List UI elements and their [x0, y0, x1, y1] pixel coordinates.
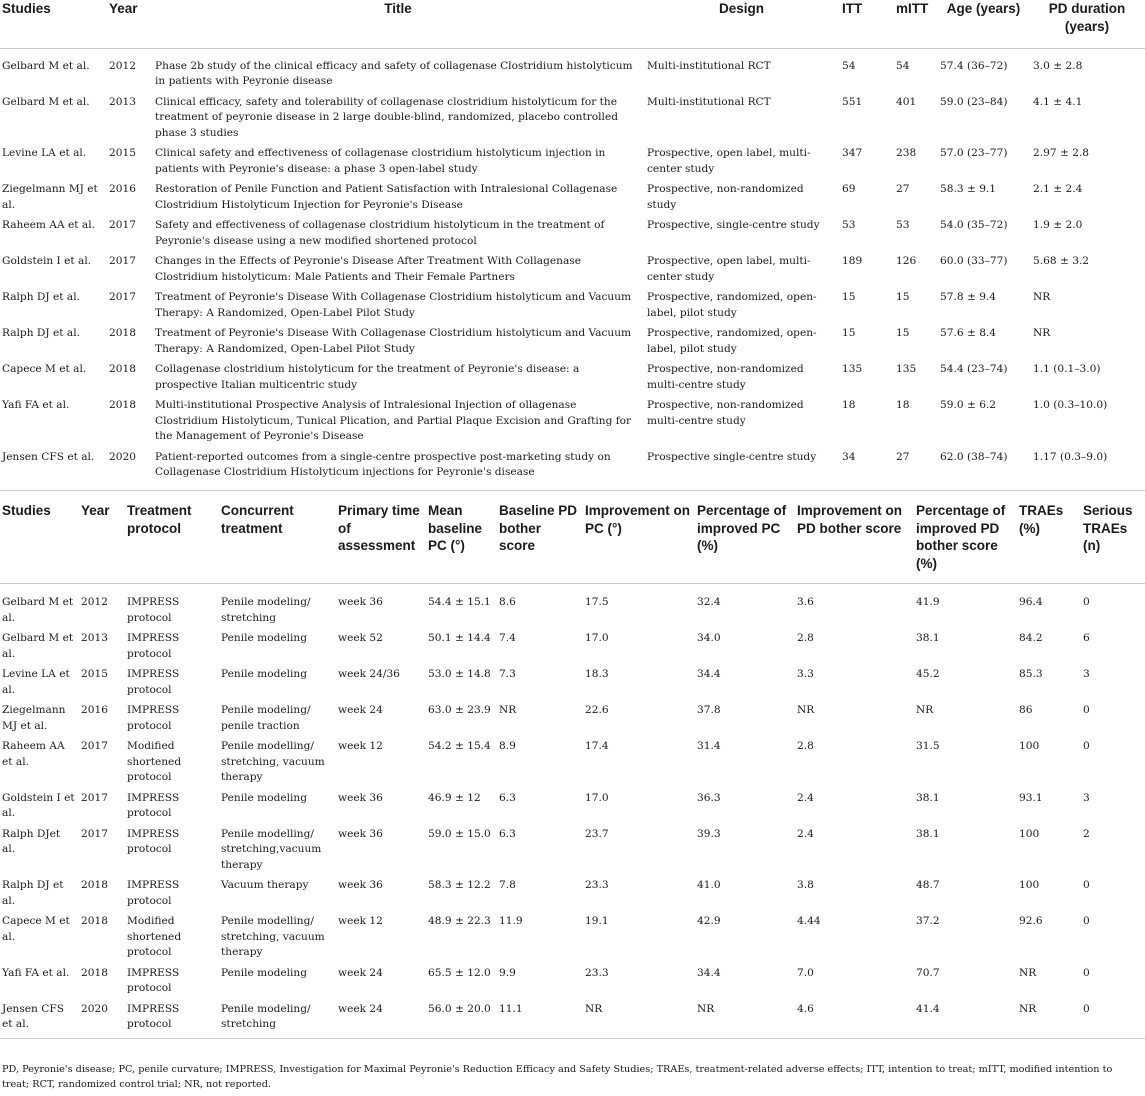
- table-cell: IMPRESS protocol: [127, 704, 180, 732]
- table-cell: Penile modeling: [221, 791, 308, 804]
- table-cell: 238: [896, 147, 917, 159]
- table-cell: 93.1: [1019, 791, 1043, 804]
- table-cell: Multi-institutional RCT: [647, 95, 771, 108]
- table1-header-year: Year: [109, 1, 138, 16]
- table2-header-improvement-bother: Improvement on PD bother score: [797, 503, 903, 536]
- table-cell: Prospective, randomized, open-label, pilot study: [647, 327, 817, 355]
- table-cell: Ralph DJ et al.: [2, 327, 80, 339]
- table-cell: 22.6: [585, 704, 609, 716]
- table-cell: 2017: [109, 255, 136, 267]
- table-cell: 2018: [81, 915, 108, 927]
- table-cell: Penile modeling/ stretching: [221, 1002, 311, 1030]
- table-cell: week 36: [338, 791, 383, 804]
- table-cell: 58.3 ± 12.2: [428, 879, 491, 891]
- table-cell: 3.3: [797, 668, 814, 680]
- table-cell: Penile modeling: [221, 632, 308, 644]
- table-cell: 7.4: [499, 632, 516, 644]
- table-cell: Clinical efficacy, safety and tolerability of collagenase clostridium histolyticum for the treatment of peyronie disease in 2 large double-blind, randomized, placebo controlled phase 3 studies: [155, 95, 618, 139]
- table-cell: 15: [896, 291, 910, 303]
- table-cell: 0: [1083, 740, 1090, 752]
- table-cell: 31.4: [697, 740, 721, 752]
- table-cell: 2017: [81, 791, 108, 804]
- table-cell: IMPRESS protocol: [127, 791, 180, 819]
- table1-row: [0, 254, 1145, 290]
- table-cell: Prospective, non-randomized multi-centre study: [647, 363, 804, 391]
- table1-row: [0, 48, 1145, 95]
- table-cell: Modified shortened protocol: [127, 740, 182, 783]
- table-cell: 59.0 (23–84): [940, 95, 1008, 108]
- table-cell: Ralph DJet al.: [2, 827, 61, 855]
- study-characteristics-table: [0, 0, 1145, 486]
- table1-header-row: [0, 0, 1145, 48]
- table-cell: 2013: [81, 632, 108, 644]
- table-cell: 2020: [109, 450, 136, 463]
- table2-header-improvement-pc: Improvement on PC (°): [585, 503, 691, 536]
- table-cell: 32.4: [697, 596, 721, 608]
- table-cell: 4.6: [797, 1002, 814, 1015]
- table1-row: [0, 290, 1145, 326]
- table-cell: 36.3: [697, 791, 721, 804]
- table-cell: IMPRESS protocol: [127, 879, 180, 907]
- table-cell: 46.9 ± 12: [428, 791, 481, 804]
- table-cell: 4.44: [797, 915, 821, 927]
- table-cell: 2.4: [797, 827, 814, 840]
- table-cell: 39.3: [697, 827, 721, 840]
- table-cell: Ralph DJ et al.: [2, 291, 80, 303]
- table-cell: week 36: [338, 879, 383, 891]
- table-cell: 42.9: [697, 915, 721, 927]
- table-cell: 84.2: [1019, 632, 1043, 644]
- table-cell: 2015: [81, 668, 108, 680]
- table-cell: 41.9: [916, 596, 940, 608]
- table-cell: Capece M et al.: [2, 363, 87, 375]
- treatment-outcomes-table: [0, 490, 1145, 1039]
- table-cell: 100: [1019, 827, 1040, 840]
- table-cell: 57.4 (36–72): [940, 59, 1008, 72]
- table-cell: 41.4: [916, 1002, 940, 1015]
- table-cell: 27: [896, 450, 910, 463]
- table-cell: 59.0 ± 6.2: [940, 399, 997, 411]
- table-cell: Gelbard M et al.: [2, 596, 74, 624]
- table-cell: Multi-institutional Prospective Analysis of Intralesional Injection of ollagenase Clostridium Histolyticum, Tunical Plication, and Partial Plaque Excision and Grafting for the Management of Peyronie's Disease: [155, 399, 632, 442]
- table-cell: 1.0 (0.3–10.0): [1033, 399, 1108, 411]
- table-cell: NR: [916, 704, 934, 716]
- table1-body: [0, 48, 1145, 486]
- table-cell: 2017: [81, 740, 108, 752]
- table-cell: NR: [697, 1002, 715, 1015]
- table-cell: Modified shortened protocol: [127, 915, 182, 958]
- table-cell: week 36: [338, 827, 383, 840]
- table-cell: 2018: [109, 327, 136, 339]
- table-cell: Penile modeling/ penile traction: [221, 704, 311, 732]
- table-cell: 0: [1083, 879, 1090, 891]
- table1-header-studies: Studies: [2, 1, 51, 16]
- table1-header-title: Title: [384, 1, 412, 16]
- table-cell: 18: [896, 399, 910, 411]
- table-cell: 34.4: [697, 668, 721, 680]
- table-cell: 37.8: [697, 704, 721, 716]
- table-cell: 3.8: [797, 879, 814, 891]
- table-cell: 48.7: [916, 879, 940, 891]
- table-cell: 23.3: [585, 966, 609, 979]
- table1-row: [0, 362, 1145, 398]
- table-cell: 6: [1083, 632, 1090, 644]
- table-cell: 63.0 ± 23.9: [428, 704, 491, 716]
- table1-row: [0, 398, 1145, 450]
- table-cell: 2.8: [797, 740, 814, 752]
- table-cell: NR: [1033, 291, 1051, 303]
- table-cell: 34.0: [697, 632, 721, 644]
- table-cell: 53.0 ± 14.8: [428, 668, 491, 680]
- table-cell: 19.1: [585, 915, 609, 927]
- table-cell: week 24: [338, 1002, 383, 1015]
- table-cell: 96.4: [1019, 596, 1043, 608]
- table-cell: IMPRESS protocol: [127, 632, 180, 660]
- table-cell: NR: [1033, 327, 1051, 339]
- table2-header-serious-traes: Serious TRAEs (n): [1083, 503, 1133, 553]
- table-cell: IMPRESS protocol: [127, 668, 180, 696]
- table-cell: 7.0: [797, 966, 814, 979]
- table-cell: 27: [896, 183, 910, 195]
- table1-row: [0, 182, 1145, 218]
- table-cell: 56.0 ± 20.0: [428, 1002, 491, 1015]
- table-cell: 3: [1083, 668, 1090, 680]
- table-cell: 54: [896, 59, 910, 72]
- table-cell: 1.9 ± 2.0: [1033, 219, 1083, 231]
- table-cell: Prospective, randomized, open-label, pilot study: [647, 291, 817, 319]
- table-cell: Patient-reported outcomes from a single-centre prospective post-marketing study on Collagenase Clostridium Histolyticum injections for Peyronie's disease: [155, 450, 611, 478]
- table-cell: Penile modelling/ stretching, vacuum therapy: [221, 915, 325, 958]
- table-cell: 2018: [109, 399, 136, 411]
- table-cell: 18: [842, 399, 856, 411]
- table2-row: [0, 914, 1145, 966]
- table2-row: [0, 827, 1145, 879]
- table-cell: 100: [1019, 879, 1040, 891]
- table-cell: 2018: [81, 879, 108, 891]
- table-cell: 2015: [109, 147, 136, 159]
- table-cell: 3: [1083, 791, 1090, 804]
- table2-header-year: Year: [81, 503, 110, 518]
- table-cell: Treatment of Peyronie's Disease With Collagenase Clostridium histolyticum and Vacuum Therapy: A Randomized, Open-Label Pilot Study: [155, 327, 632, 355]
- table2-header-row: [0, 491, 1145, 584]
- table-cell: Jensen CFS et al.: [2, 1002, 64, 1030]
- table-cell: 551: [842, 95, 863, 108]
- table-cell: week 12: [338, 740, 383, 752]
- table-cell: Vacuum therapy: [221, 879, 309, 891]
- table-cell: 6.3: [499, 827, 516, 840]
- table-cell: 11.1: [499, 1002, 523, 1015]
- table-cell: 54.0 (35–72): [940, 219, 1008, 231]
- table-cell: NR: [797, 704, 815, 716]
- table-cell: 53: [896, 219, 910, 231]
- table-cell: 2020: [81, 1002, 108, 1015]
- table-cell: 6.3: [499, 791, 516, 804]
- table-cell: 45.2: [916, 668, 940, 680]
- table-cell: 2017: [81, 827, 108, 840]
- table-cell: 57.6 ± 8.4: [940, 327, 997, 339]
- table1-header-mitt: mITT: [896, 1, 929, 16]
- table-cell: 2.4: [797, 791, 814, 804]
- table-cell: Penile modelling/ stretching,vacuum therapy: [221, 827, 322, 871]
- table-cell: 2012: [81, 596, 108, 608]
- table-cell: 59.0 ± 15.0: [428, 827, 491, 840]
- table-cell: 9.9: [499, 966, 516, 979]
- table-cell: 5.68 ± 3.2: [1033, 255, 1090, 267]
- table-cell: 60.0 (33–77): [940, 255, 1008, 267]
- table-cell: 48.9 ± 22.3: [428, 915, 491, 927]
- table-cell: Clinical safety and effectiveness of collagenase clostridium histolyticum injection in patients with Peyronie's disease: a phase 3 open-label study: [155, 147, 606, 175]
- table-cell: IMPRESS protocol: [127, 1002, 180, 1030]
- table-cell: Raheem AA et al.: [2, 740, 65, 768]
- table-cell: 65.5 ± 12.0: [428, 966, 491, 979]
- table2-header-traes: TRAEs (%): [1019, 503, 1064, 536]
- table-cell: 3.6: [797, 596, 814, 608]
- table2-row: [0, 739, 1145, 791]
- table-cell: 17.0: [585, 791, 609, 804]
- table-cell: 0: [1083, 1002, 1090, 1015]
- table-cell: Ralph DJ et al.: [2, 879, 64, 907]
- table-cell: 34.4: [697, 966, 721, 979]
- table-cell: week 24: [338, 966, 383, 979]
- table-cell: 189: [842, 255, 863, 267]
- table2-header-mean-baseline-pc: Mean baseline PC (°): [428, 503, 483, 553]
- table-cell: 100: [1019, 740, 1040, 752]
- table2-header-concurrent-treatment: Concurrent treatment: [221, 503, 294, 536]
- table2-header-percent-improved-pc: Percentage of improved PC (%): [697, 503, 787, 553]
- table-cell: 0: [1083, 596, 1090, 608]
- table2-row: [0, 667, 1145, 703]
- table-cell: Goldstein I et al.: [2, 791, 75, 819]
- table-cell: Restoration of Penile Function and Patient Satisfaction with Intralesional Collagenase Clostridium Histolyticum Injection for Peyronie's Disease: [155, 183, 618, 211]
- table-cell: week 12: [338, 915, 383, 927]
- table-cell: 0: [1083, 915, 1090, 927]
- table-cell: 15: [896, 327, 910, 339]
- table-cell: Prospective, single-centre study: [647, 219, 820, 231]
- table1-row: [0, 218, 1145, 254]
- table2-row: [0, 966, 1145, 1002]
- table1-header-pd-duration: PD duration (years): [1048, 1, 1126, 34]
- table-cell: 54.2 ± 15.4: [428, 740, 491, 752]
- table-cell: 57.0 (23–77): [940, 147, 1008, 159]
- table-cell: 54: [842, 59, 856, 72]
- table-cell: 2016: [109, 183, 136, 195]
- table-cell: IMPRESS protocol: [127, 966, 180, 994]
- table-cell: 8.6: [499, 596, 516, 608]
- table-cell: IMPRESS protocol: [127, 827, 180, 855]
- table-cell: Raheem AA et al.: [2, 219, 95, 231]
- table-cell: week 52: [338, 632, 383, 644]
- table-cell: 2016: [81, 704, 108, 716]
- table-cell: Gelbard M et al.: [2, 59, 90, 72]
- table-cell: 15: [842, 327, 856, 339]
- table-cell: 37.2: [916, 915, 940, 927]
- table-cell: Collagenase clostridium histolyticum for the treatment of Peyronie's disease: a prospective Italian multicentric study: [155, 363, 580, 391]
- table1-row: [0, 146, 1145, 182]
- table-cell: 17.4: [585, 740, 609, 752]
- table-cell: 18.3: [585, 668, 609, 680]
- table-cell: Phase 2b study of the clinical efficacy and safety of collagenase Clostridium histolyticum in patients with Peyronie disease: [155, 59, 633, 87]
- table-cell: 2018: [109, 363, 136, 375]
- table-cell: 2.1 ± 2.4: [1033, 183, 1083, 195]
- table-cell: 31.5: [916, 740, 940, 752]
- table-cell: Penile modeling: [221, 966, 308, 979]
- table-cell: 4.1 ± 4.1: [1033, 95, 1083, 108]
- table-cell: Changes in the Effects of Peyronie's Disease After Treatment With Collagenase Clostridium histolyticum: Male Patients and Their Female Partners: [155, 255, 582, 283]
- table-cell: 126: [896, 255, 917, 267]
- table-cell: NR: [1019, 966, 1037, 979]
- table-cell: 38.1: [916, 827, 940, 840]
- table-cell: Prospective, open label, multi-center study: [647, 147, 811, 175]
- table-cell: Gelbard M et al.: [2, 632, 74, 660]
- table-cell: Capece M et al.: [2, 915, 70, 943]
- table-cell: Multi-institutional RCT: [647, 59, 771, 72]
- table-cell: 7.8: [499, 879, 516, 891]
- table-cell: 85.3: [1019, 668, 1043, 680]
- table2-row: [0, 631, 1145, 667]
- table-cell: Yafi FA et al.: [2, 966, 70, 979]
- table-cell: 135: [842, 363, 863, 375]
- table-cell: 2.8: [797, 632, 814, 644]
- table-cell: 2018: [81, 966, 108, 979]
- table-cell: Yafi FA et al.: [2, 399, 70, 411]
- table-cell: Levine LA et al.: [2, 147, 87, 159]
- table-cell: Gelbard M et al.: [2, 95, 90, 108]
- table-cell: Levine LA et al.: [2, 668, 70, 696]
- table-cell: 41.0: [697, 879, 721, 891]
- table-cell: 3.0 ± 2.8: [1033, 59, 1083, 72]
- table-cell: 2.97 ± 2.8: [1033, 147, 1090, 159]
- table-cell: 0: [1083, 704, 1090, 716]
- table-cell: 70.7: [916, 966, 940, 979]
- table-cell: 2: [1083, 827, 1090, 840]
- table-cell: Penile modelling/ stretching, vacuum therapy: [221, 740, 325, 783]
- table1-header-itt: ITT: [842, 1, 863, 16]
- table2-body: [0, 584, 1145, 1039]
- table-cell: 8.9: [499, 740, 516, 752]
- table-cell: NR: [1019, 1002, 1037, 1015]
- table1-row: [0, 450, 1145, 486]
- table-cell: Prospective, non-randomized study: [647, 183, 804, 211]
- table-cell: 69: [842, 183, 856, 195]
- table-cell: Ziegelmann MJ et al.: [2, 704, 66, 732]
- table2-header-primary-time: Primary time of assessment: [338, 503, 420, 553]
- table-cell: 38.1: [916, 632, 940, 644]
- table1-header-design: Design: [718, 1, 764, 16]
- table2-row: [0, 878, 1145, 914]
- table-cell: week 24: [338, 704, 383, 716]
- table-cell: week 24/36: [338, 668, 400, 680]
- table-cell: 23.3: [585, 879, 609, 891]
- table-cell: 135: [896, 363, 917, 375]
- table-cell: Penile modeling: [221, 668, 308, 680]
- table-cell: week 36: [338, 596, 383, 608]
- table2-header-baseline-bother: Baseline PD bother score: [499, 503, 578, 553]
- table-cell: Treatment of Peyronie's Disease With Collagenase Clostridium histolyticum and Vacuum Therapy: A Randomized, Open-Label Pilot Study: [155, 291, 632, 319]
- table1-header-age: Age (years): [946, 1, 1021, 16]
- table-cell: Prospective, non-randomized multi-centre study: [647, 399, 804, 427]
- table-cell: 17.5: [585, 596, 609, 608]
- table2-header-treatment-protocol: Treatment protocol: [127, 503, 192, 536]
- table1-row: [0, 95, 1145, 147]
- table-cell: Prospective single-centre study: [647, 450, 817, 463]
- table-cell: NR: [499, 704, 517, 716]
- table-cell: 401: [896, 95, 917, 108]
- table-cell: 53: [842, 219, 856, 231]
- table2-row: [0, 584, 1145, 632]
- table-cell: 347: [842, 147, 863, 159]
- table-cell: 92.6: [1019, 915, 1043, 927]
- table-cell: 54.4 (23–74): [940, 363, 1008, 375]
- table-cell: Safety and effectiveness of collagenase clostridium histolyticum in the treatment of Peyronie's disease using a new modified shortened protocol: [155, 219, 605, 247]
- table-cell: Prospective, open label, multi-center study: [647, 255, 811, 283]
- table-footnote: PD, Peyronie's disease; PC, penile curvature; IMPRESS, Investigation for Maximal Peyronie's Reduction Efficacy and Safety Studies; TRAEs, treatment-related adverse effects; ITT, intention to treat; mITT, modified intention to treat; RCT, randomized control trial; NR, not reported.: [2, 1064, 1113, 1090]
- table-cell: 38.1: [916, 791, 940, 804]
- table-cell: 23.7: [585, 827, 609, 840]
- table2-row: [0, 1002, 1145, 1039]
- table-cell: Penile modeling/ stretching: [221, 596, 311, 624]
- table-cell: Ziegelmann MJ et al.: [2, 183, 98, 211]
- table1-row: [0, 326, 1145, 362]
- table-cell: 17.0: [585, 632, 609, 644]
- table-cell: Jensen CFS et al.: [2, 450, 95, 463]
- table-cell: NR: [585, 1002, 603, 1015]
- table-cell: 2017: [109, 291, 136, 303]
- table-cell: IMPRESS protocol: [127, 596, 180, 624]
- table-cell: Goldstein I et al.: [2, 255, 92, 267]
- table2-header-studies: Studies: [2, 503, 51, 518]
- table-cell: 58.3 ± 9.1: [940, 183, 997, 195]
- table2-row: [0, 791, 1145, 827]
- table-cell: 11.9: [499, 915, 523, 927]
- table-cell: 62.0 (38–74): [940, 450, 1008, 463]
- table-cell: 34: [842, 450, 856, 463]
- table-cell: 86: [1019, 704, 1033, 716]
- table-cell: 1.1 (0.1–3.0): [1033, 363, 1101, 375]
- table2-row: [0, 703, 1145, 739]
- table-cell: 50.1 ± 14.4: [428, 632, 491, 644]
- table-cell: 54.4 ± 15.1: [428, 596, 491, 608]
- table-cell: 57.8 ± 9.4: [940, 291, 997, 303]
- table2-header-percent-improved-bother: Percentage of improved PD bother score (%): [916, 503, 1006, 571]
- table-cell: 2013: [109, 95, 136, 108]
- table-cell: 0: [1083, 966, 1090, 979]
- table-cell: 1.17 (0.3–9.0): [1033, 450, 1108, 463]
- table-cell: 2012: [109, 59, 136, 72]
- table-cell: 2017: [109, 219, 136, 231]
- table-cell: 7.3: [499, 668, 516, 680]
- table-cell: 15: [842, 291, 856, 303]
